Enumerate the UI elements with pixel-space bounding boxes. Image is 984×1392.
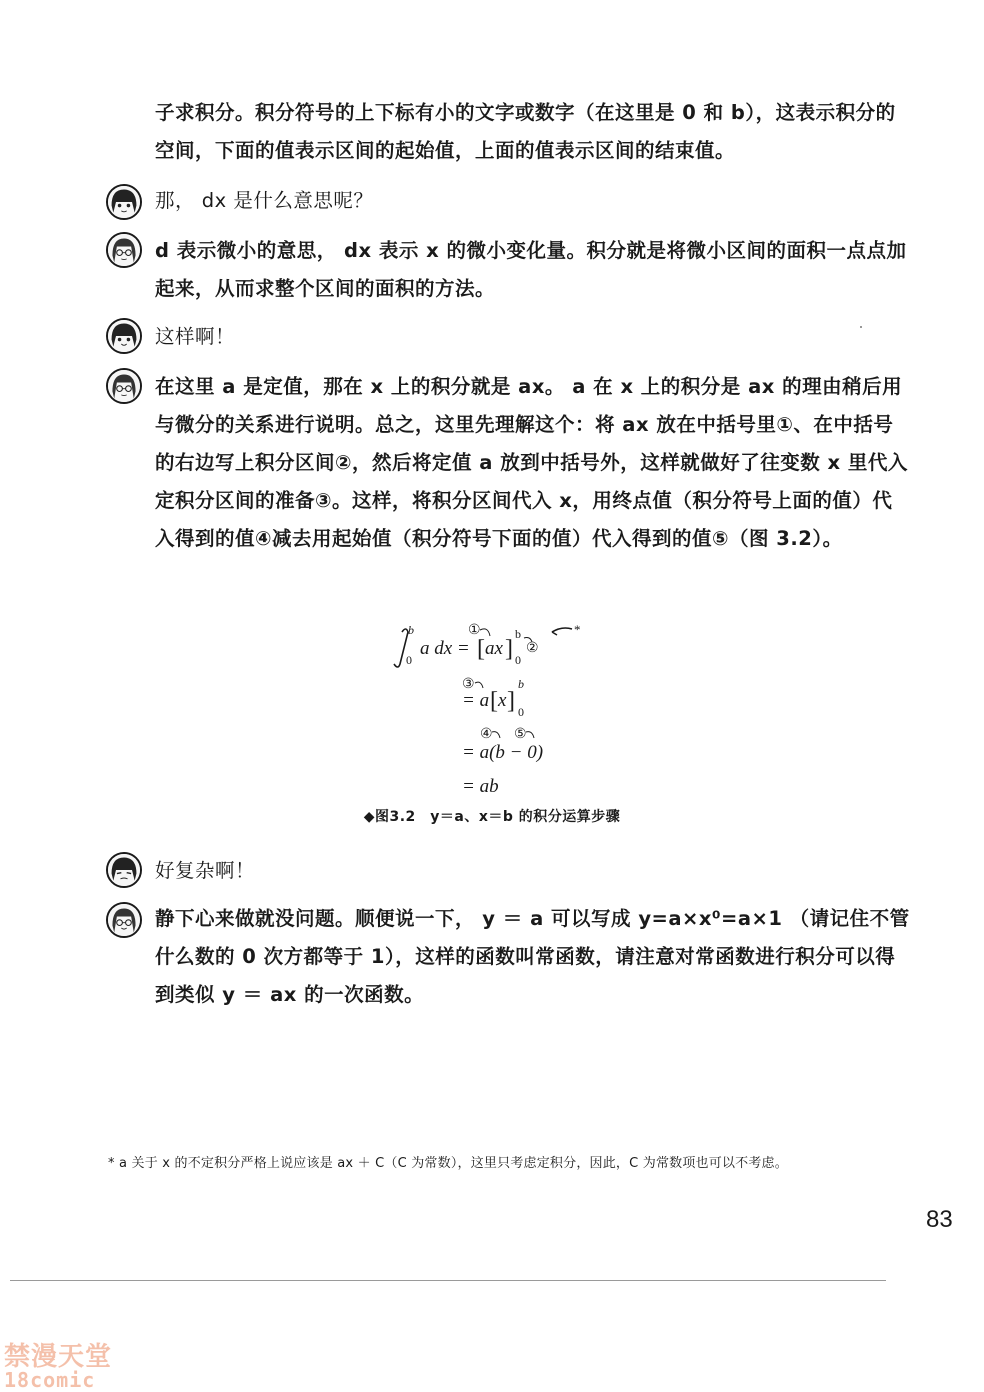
teacher-avatar-icon [106, 232, 142, 268]
footnote-asterisk-mark: * [574, 622, 581, 637]
teacher-explain-dx: d 表示微小的意思， dx 表示 x 的微小变化量。积分就是将微小区间的面积一点点加起来，从而求整个区间的面积的方法。 [155, 239, 907, 300]
integral-upper-limit: b [408, 623, 414, 637]
marker-circled-2: ② [526, 641, 539, 656]
watermark-en: 18comic [4, 1368, 96, 1392]
footnote: * a 关于 x 的不定积分严格上说应该是 ax ＋ C（C 为常数），这里只考虑定积分，因此，C 为常数项也可以不考虑。 [108, 1156, 788, 1171]
formula-line1-left: a dx = [420, 638, 470, 659]
student-avatar-icon [106, 184, 142, 220]
student-question-dx: 那， dx 是什么意思呢？ [155, 189, 374, 212]
teacher-explain-constant-function: 静下心来做就没问题。顺便说一下， y ＝ a 可以写成 y=a×x⁰=a×1 （请记住不管什么数的 0 次方都等于 1），这样的函数叫常函数，请注意对常函数进行积分可以得到类似 y ＝ ax 的一次函数。 [155, 907, 910, 1006]
formula-line2-bracket: x [498, 690, 507, 711]
paragraph-intro: 子求积分。积分符号的上下标有小的文字或数字（在这里是 0 和 b），这表示积分的空间，下面的值表示区间的起始值，上面的值表示区间的结束值。 [155, 101, 896, 162]
marker-circled-1: ① [468, 623, 481, 638]
scan-speck [860, 326, 862, 328]
formula-line3: = a(b − 0) [462, 742, 544, 763]
marker-circled-3: ③ [462, 677, 475, 692]
bracket-lower-limit: 0 [515, 653, 521, 667]
watermark-cn: 禁漫天堂 [4, 1342, 113, 1372]
bracket2-lower-limit: 0 [518, 705, 524, 719]
bracket2-upper-limit: b [518, 677, 524, 691]
watermark-logo [4, 1344, 144, 1390]
student-avatar-icon [106, 318, 142, 354]
student-reply-understood: 这样啊！ [155, 325, 236, 348]
teacher-avatar-icon [106, 902, 142, 938]
formula-bracket-close: ] [505, 636, 513, 662]
marker-circled-4: ④ [480, 727, 493, 742]
formula-bracket2-close: ] [507, 688, 515, 714]
page-number: 83 [926, 1206, 953, 1233]
marker-circled-5: ⑤ [514, 727, 527, 742]
teacher-explain-integration-steps: 在这里 a 是定值，那在 x 上的积分就是 ax。 a 在 x 上的积分是 ax 的理由稍后用与微分的关系进行说明。总之，这里先理解这个：将 ax 放在中括号里①、在中括号的右边写上积分区间②，然后将定值 a 放到中括号外，这样就做好了往变数 x 里代入定积分区间的准备③。这样，将积分区间代入 x，用终点值（积分符号上面的值）代入得到的值④减去用起始值（积分符号下面的值）代入得到的值⑤（图 3.2）。 [155, 375, 908, 550]
integral-formula-figure [388, 620, 628, 800]
bottom-rule [10, 1280, 886, 1281]
figure-caption: ◆图3.2 y＝a、x＝b 的积分运算步骤 [363, 809, 621, 825]
student-avatar-icon [106, 852, 142, 888]
formula-bracket-open: [ [477, 636, 485, 662]
formula-line2: = a [462, 690, 490, 711]
teacher-avatar-icon [106, 368, 142, 404]
formula-line1-bracket: ax [485, 638, 503, 659]
integral-lower-limit: 0 [406, 653, 412, 667]
student-reply-complicated: 好复杂啊！ [155, 859, 256, 882]
formula-bracket2-open: [ [490, 688, 498, 714]
bracket-upper-limit: b [515, 627, 521, 641]
formula-line4: = ab [462, 776, 499, 797]
